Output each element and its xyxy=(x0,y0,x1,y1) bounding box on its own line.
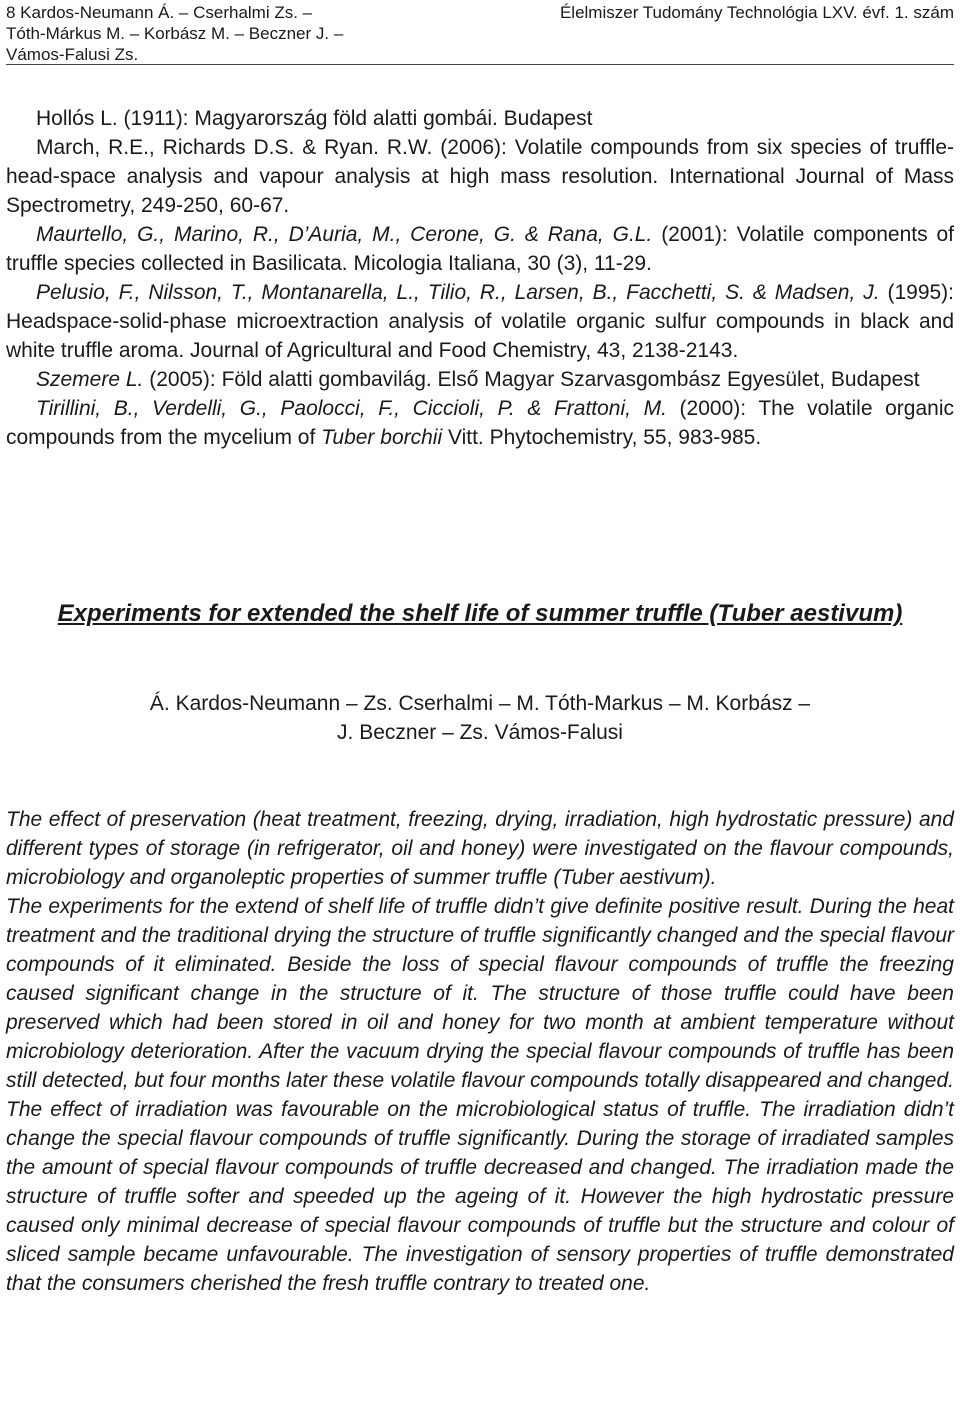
abstract-paragraph-1: The effect of preservation (heat treatment, freezing, drying, irradiation, high hydrostatic pressure) and different types of storage (in refrigerator, oil and honey) were investigated on the flavour compounds, microbiology and organoleptic properties of summer truffle (Tuber aestivum). xyxy=(6,808,954,889)
header-authors xyxy=(6,2,343,65)
reference-authors: Pelusio, F., Nilsson, T., Montanarella, L., Tilio, R., Larsen, B., Facchetti, S. & Madsen, J. xyxy=(36,281,880,304)
reference-species: Tuber borchii xyxy=(321,426,443,449)
article-authors xyxy=(6,689,954,747)
reference-item xyxy=(6,365,954,394)
reference-text: Vitt. Phytochemistry, 55, 983-985. xyxy=(442,426,762,449)
reference-item xyxy=(6,104,954,133)
reference-item xyxy=(6,394,954,452)
reference-item xyxy=(6,220,954,278)
article-authors-line-2: J. Beczner – Zs. Vámos-Falusi xyxy=(337,721,623,744)
abstract-paragraph-2: The experiments for the extend of shelf life of truffle didn’t give definite positive result. During the heat treatment and the traditional drying the structure of truffle significantly changed and the special flavour compounds of it eliminated. Beside the loss of special flavour compounds of truffle the freezing caused significant change in the structure of it. The structure of those truffle could have been preserved which had been stored in oil and honey for two month at ambient temperature without microbiology deterioration. After the vacuum drying the special flavour compounds of truffle has been still detected, but four months later these volatile flavour compounds totally disappeared and changed. The effect of irradiation was favourable on the microbiological status of truffle. The irradiation didn’t change the special flavour compounds of truffle significantly. During the storage of irradiated samples the amount of special flavour compounds of truffle decreased and changed. The irradiation made the structure of truffle softer and speeded up the ageing of it. However the high hydrostatic pressure caused only minimal decrease of special flavour compounds of truffle but the structure and colour of sliced sample became unfavourable. The investigation of sensory properties of truffle demonstrated that the consumers cherished the fresh truffle contrary to treated one. xyxy=(6,895,954,1295)
reference-text: (1995): Headspace-solid-phase microextraction analysis of volatile organic sulfur compounds in black and white truffle aroma. Journal of Agricultural and Food Chemistry, 43, 2138-2143. xyxy=(6,281,955,362)
reference-authors: Hollós L. xyxy=(36,107,118,130)
article-title: Experiments for extended the shelf life of summer truffle (Tuber aestivum) xyxy=(57,600,903,627)
reference-authors: Tirillini, B., Verdelli, G., Paolocci, F., Ciccioli, P. & Frattoni, M. xyxy=(36,397,667,420)
reference-text: (2006): Volatile compounds from six species of truffle- head-space analysis and vapour analysis at high mass resolution. International Journal of Mass Spectrometry, 249-250, 60-67. xyxy=(6,136,955,217)
reference-authors: Maurtello, G., Marino, R., D’Auria, M., Cerone, G. & Rana, G.L. xyxy=(36,223,653,246)
header-left-line-2: Tóth-Márkus M. – Korbász M. – Beczner J. – xyxy=(6,24,344,43)
header-journal: Élelmiszer Tudomány Technológia LXV. évf. 1. szám xyxy=(559,3,954,22)
reference-authors: March, R.E., Richards D.S. & Ryan. R.W. xyxy=(36,136,433,159)
reference-item xyxy=(6,278,954,365)
reference-list xyxy=(6,104,954,452)
reference-text: (2000): The volatile organic compounds from the mycelium of xyxy=(6,397,954,449)
reference-item xyxy=(6,133,954,220)
reference-text: (1911): Magyarország föld alatti gombái. Budapest xyxy=(117,107,593,130)
header-left-line-1: 8 Kardos-Neumann Á. – Cserhalmi Zs. – xyxy=(6,3,313,22)
header-left-line-3: Vámos-Falusi Zs. xyxy=(6,45,139,64)
reference-text: (2001): Volatile components of truffle species collected in Basilicata. Micologia Italiana, 30 (3), 11-29. xyxy=(6,223,954,275)
running-header xyxy=(6,2,954,65)
reference-authors: Szemere L. xyxy=(36,368,144,391)
reference-text: (2005): Föld alatti gombavilág. Első Magyar Szarvasgombász Egyesület, Budapest xyxy=(143,368,920,391)
article-authors-line-1: Á. Kardos-Neumann – Zs. Cserhalmi – M. Tóth-Markus – M. Korbász – xyxy=(149,692,811,715)
abstract xyxy=(6,805,954,1298)
